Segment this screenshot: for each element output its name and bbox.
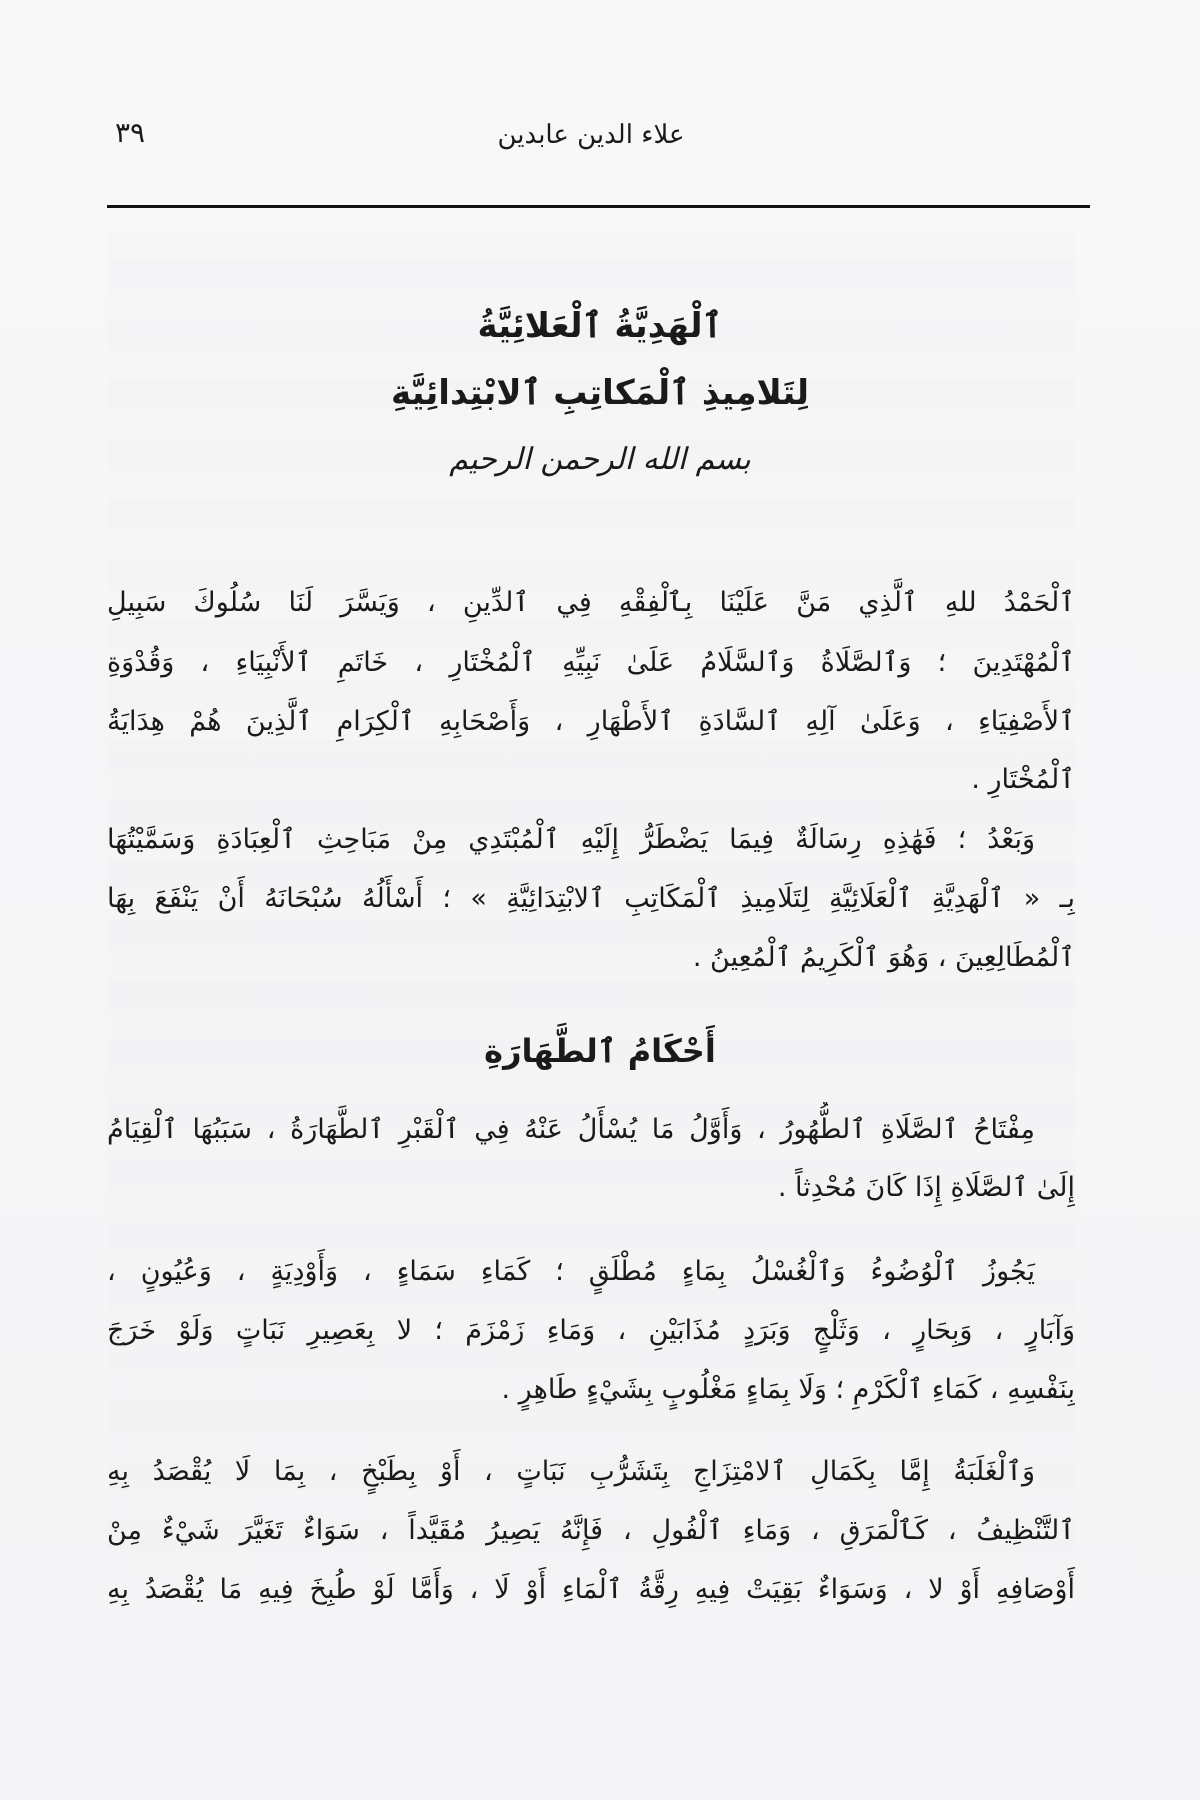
text-line: ٱلأَصْفِيَاءِ ، وَعَلَىٰ آلِهِ ٱلسَّادَةِ ٱلأَطْهَارِ ، وَأَصْحَابِهِ ٱلْكِرَامِ ٱلَّذِينَ هُمْ هِدَايَةُ bbox=[107, 706, 1075, 737]
text-line: ٱلْمُخْتَارِ . bbox=[971, 764, 1075, 795]
text-line: وَٱلْغَلَبَةُ إِمَّا بِكَمَالِ ٱلامْتِزَاجِ بِتَشَرُّبِ نَبَاتٍ ، أَوْ بِطَبْخٍ ، بِمَا لَا يُقْصَدُ بِهِ bbox=[107, 1456, 1035, 1487]
text-line: يَجُوزُ ٱلْوُضُوءُ وَٱلْغُسْلُ بِمَاءٍ مُطْلَقٍ ؛ كَمَاءِ سَمَاءٍ ، وَأَوْدِيَةٍ ، وَعُيُونٍ ، bbox=[107, 1256, 1035, 1287]
book-title-line1: ٱلْهَدِيَّةُ ٱلْعَلائِيَّةُ bbox=[477, 306, 723, 346]
header-rule bbox=[107, 205, 1090, 208]
text-line: ٱلْمُطَالِعِينَ ، وَهُوَ ٱلْكَرِيمُ ٱلْمُعِينُ . bbox=[692, 942, 1075, 973]
running-title: علاء الدين عابدين bbox=[497, 120, 685, 150]
text-line: ٱلتَّنْظِيفُ ، كَٱلْمَرَقِ ، وَمَاءِ ٱلْفُولِ ، فَإِنَّهُ يَصِيرُ مُقَيَّداً ، سَوَاءٌ تَغَيَّرَ شَيْءٌ مِنْ bbox=[107, 1515, 1075, 1546]
text-line: أَوْصَافِهِ أَوْ لا ، وَسَوَاءٌ بَقِيَتْ فِيهِ رِقَّةُ ٱلْمَاءِ أَوْ لَا ، وَأَمَّا لَوْ طُبِخَ فِيهِ مَا يُقْصَدُ بِهِ bbox=[107, 1574, 1075, 1605]
section-heading: أَحْكَامُ ٱلطَّهَارَةِ bbox=[484, 1032, 716, 1070]
text-line: بِـ « ٱلْهَدِيَّةِ ٱلْعَلَائِيَّةِ لِتَلَامِيذِ ٱلْمَكَاتِبِ ٱلابْتِدَائِيَّةِ » ؛ أَسْأَلُهُ سُبْحَانَهُ أَنْ يَنْفَعَ بِهَا bbox=[107, 883, 1075, 914]
text-line: إِلَىٰ ٱلصَّلَاةِ إِذَا كَانَ مُحْدِثاً . bbox=[777, 1172, 1075, 1203]
basmala: بسم الله الرحمن الرحيم bbox=[449, 442, 751, 477]
text-line: ٱلْمُهْتَدِينَ ؛ وَٱلصَّلَاةُ وَٱلسَّلَامُ عَلَىٰ نَبِيِّهِ ٱلْمُخْتَارِ ، خَاتَمِ ٱلأَنْبِيَاءِ ، وَقُدْوَةِ bbox=[107, 647, 1075, 678]
text-line: وَبَعْدُ ؛ فَهَٰذِهِ رِسَالَةٌ فِيمَا يَضْطَرُّ إِلَيْهِ ٱلْمُبْتَدِي مِنْ مَبَاحِثِ ٱلْعِبَادَةِ وَسَمَّيْتُهَا bbox=[107, 824, 1035, 855]
text-line: وَآبَارٍ ، وَبِحَارٍ ، وَثَلْجٍ وَبَرَدٍ مُذَابَيْنِ ، وَمَاءِ زَمْزَمَ ؛ لا بِعَصِيرِ نَبَاتٍ وَلَوْ خَرَجَ bbox=[107, 1315, 1075, 1346]
text-line: مِفْتَاحُ ٱلصَّلَاةِ ٱلطُّهُورُ ، وَأَوَّلُ مَا يُسْأَلُ عَنْهُ فِي ٱلْقَبْرِ ٱلطَّهَارَةُ ، سَبَبُهَا ٱلْقِيَامُ bbox=[107, 1114, 1035, 1145]
book-title-line2: لِتَلامِيذِ ٱلْمَكاتِبِ ٱلابْتِدائِيَّةِ bbox=[391, 373, 809, 413]
text-line: ٱلْحَمْدُ للهِ ٱلَّذِي مَنَّ عَلَيْنَا بِٱلْفِقْهِ فِي ٱلدِّينِ ، وَيَسَّرَ لَنَا سُلُوكَ سَبِيلِ bbox=[107, 587, 1075, 618]
running-head bbox=[107, 112, 1075, 162]
page-number: ٣٩ bbox=[115, 116, 146, 149]
text-line: بِنَفْسِهِ ، كَمَاءِ ٱلْكَرْمِ ؛ وَلَا بِمَاءٍ مَغْلُوبٍ بِشَيْءٍ طَاهِرٍ . bbox=[501, 1374, 1075, 1405]
